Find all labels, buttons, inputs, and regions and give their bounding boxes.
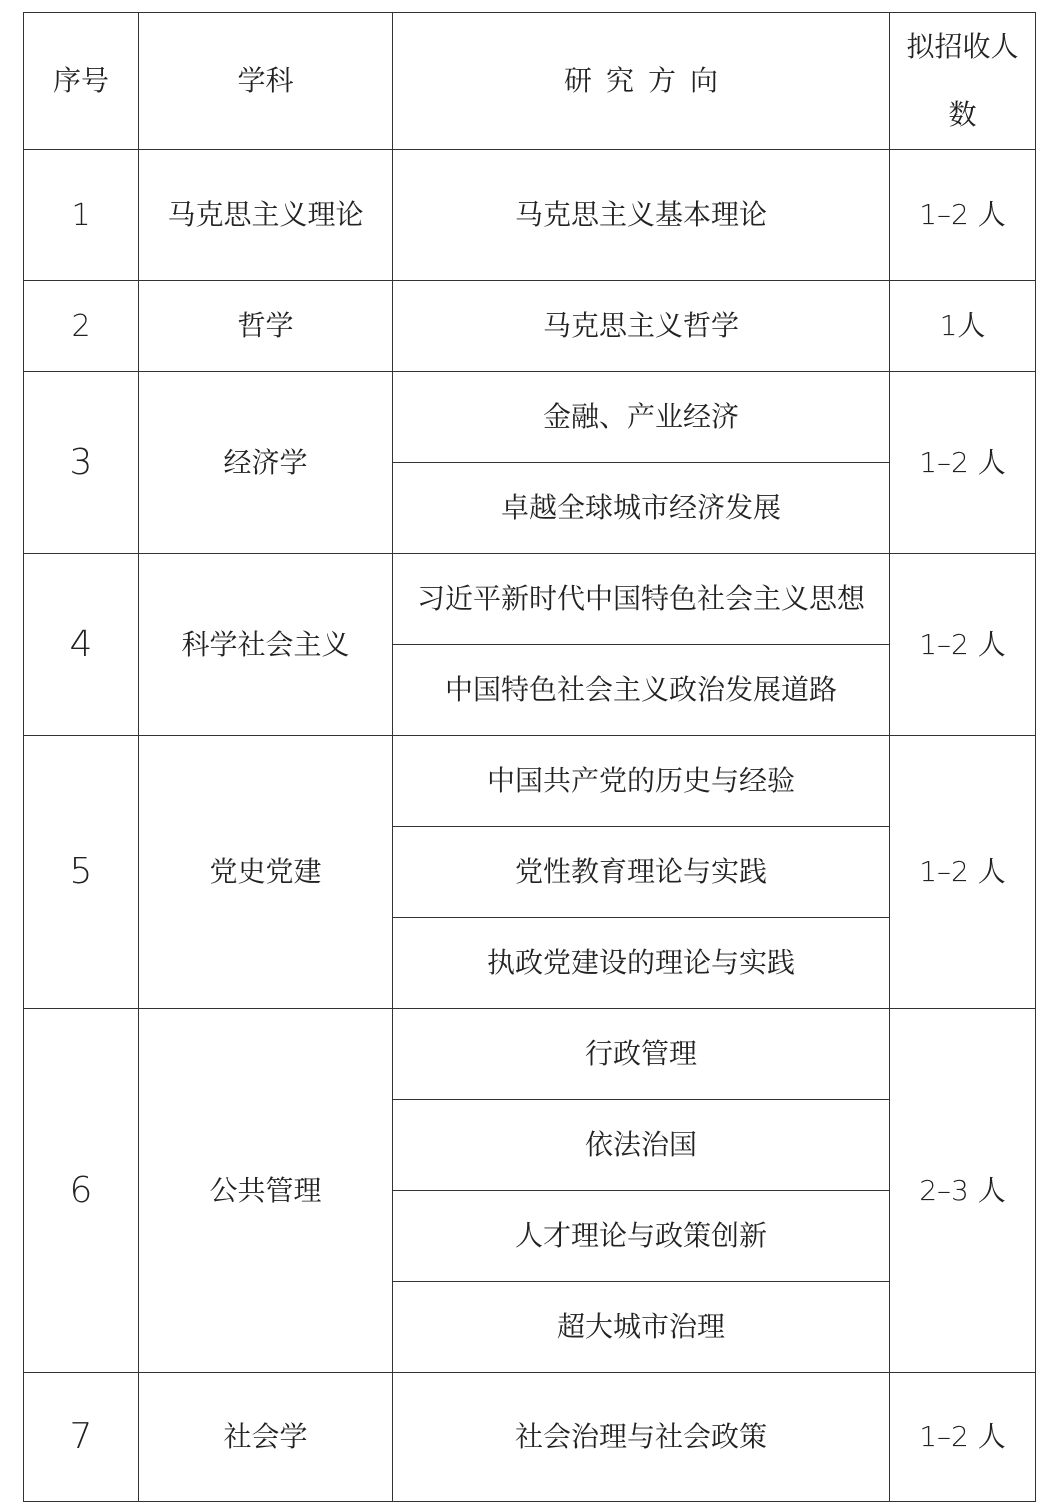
row-count: 1人 (890, 281, 1036, 372)
row-subject: 公共管理 (139, 1009, 393, 1373)
enrollment-table (23, 12, 1036, 1502)
row-direction: 党性教育理论与实践 (393, 827, 890, 918)
row-direction: 马克思主义基本理论 (393, 150, 890, 281)
row-index: 5 (24, 736, 139, 1009)
table-header-row (24, 13, 1036, 150)
row-count: 1–2 人 (890, 736, 1036, 1009)
row-count: 1–2 人 (890, 150, 1036, 281)
header-count-line1: 拟招收人 (906, 30, 1019, 63)
row-direction: 中国特色社会主义政治发展道路 (393, 645, 890, 736)
table-row (24, 1009, 1036, 1100)
header-subject: 学科 (139, 13, 393, 150)
row-direction: 人才理论与政策创新 (393, 1191, 890, 1282)
row-direction: 社会治理与社会政策 (393, 1373, 890, 1502)
table-row (24, 554, 1036, 645)
row-direction: 金融、产业经济 (393, 372, 890, 463)
row-count: 1–2 人 (890, 1373, 1036, 1502)
row-index: 7 (24, 1373, 139, 1502)
row-direction: 马克思主义哲学 (393, 281, 890, 372)
table-row (24, 736, 1036, 827)
header-count-line2: 数 (948, 98, 977, 131)
row-direction: 中国共产党的历史与经验 (393, 736, 890, 827)
table-row (24, 1373, 1036, 1502)
row-subject: 党史党建 (139, 736, 393, 1009)
header-index: 序号 (24, 13, 139, 150)
header-count (890, 13, 1036, 150)
row-index: 6 (24, 1009, 139, 1373)
table-row (24, 281, 1036, 372)
header-direction: 研究方向 (393, 13, 890, 150)
row-subject: 科学社会主义 (139, 554, 393, 736)
row-subject: 经济学 (139, 372, 393, 554)
row-subject: 社会学 (139, 1373, 393, 1502)
row-direction: 习近平新时代中国特色社会主义思想 (393, 554, 890, 645)
row-subject: 哲学 (139, 281, 393, 372)
row-direction: 执政党建设的理论与实践 (393, 918, 890, 1009)
row-index: 1 (24, 150, 139, 281)
row-direction: 超大城市治理 (393, 1282, 890, 1373)
row-count: 1–2 人 (890, 554, 1036, 736)
row-direction: 依法治国 (393, 1100, 890, 1191)
row-index: 3 (24, 372, 139, 554)
table-row (24, 150, 1036, 281)
row-direction: 卓越全球城市经济发展 (393, 463, 890, 554)
table-row (24, 372, 1036, 463)
row-count: 2–3 人 (890, 1009, 1036, 1373)
row-index: 2 (24, 281, 139, 372)
row-direction: 行政管理 (393, 1009, 890, 1100)
row-subject: 马克思主义理论 (139, 150, 393, 281)
row-count: 1–2 人 (890, 372, 1036, 554)
row-index: 4 (24, 554, 139, 736)
